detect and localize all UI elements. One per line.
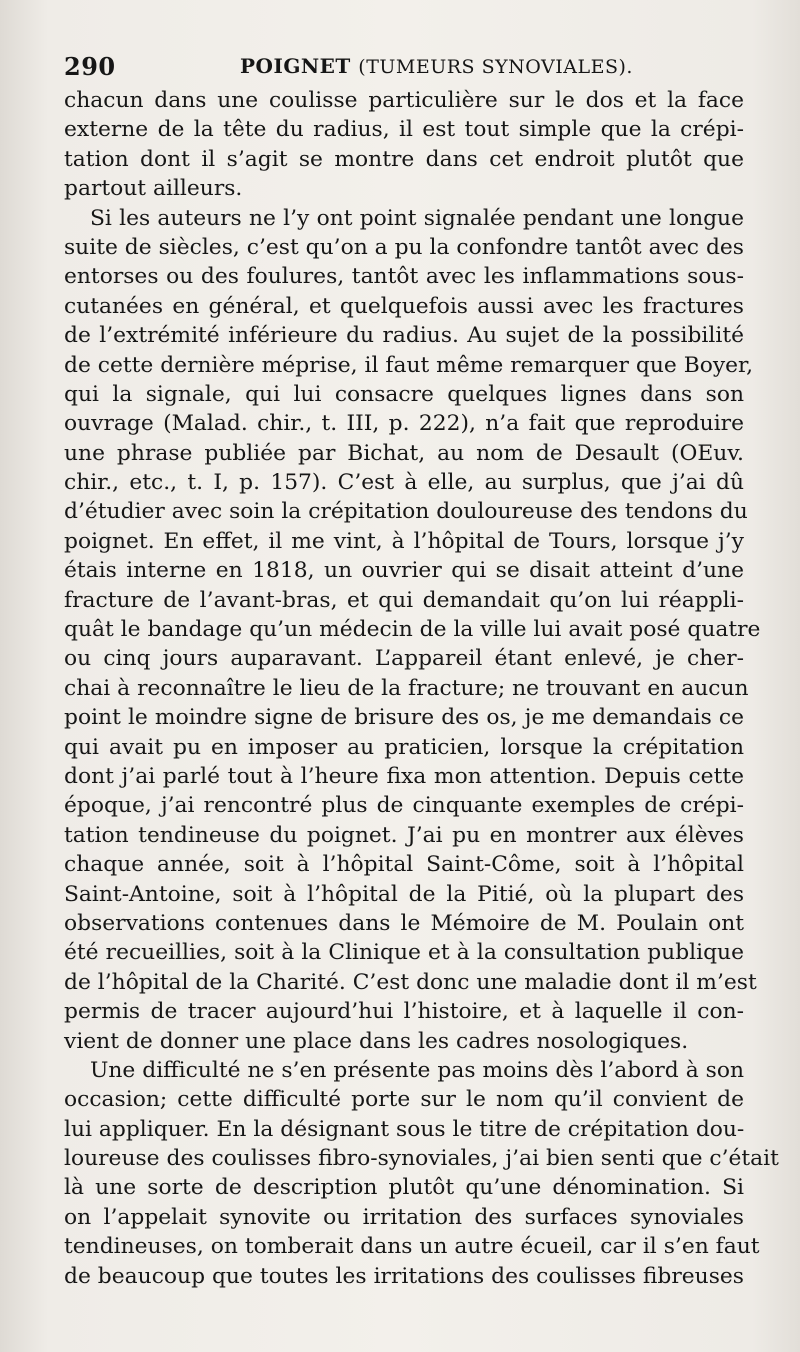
text-line: été recueillies, soit à la Clinique et à la consultation publique <box>64 940 744 966</box>
text-line: partout ailleurs. <box>64 176 243 202</box>
text-line: chacun dans une coulisse particulière sur le dos et la face <box>64 88 744 113</box>
running-title-main: POIGNET <box>240 54 351 78</box>
text-line: de beaucoup que toutes les irritations des coulisses fibreuses <box>64 1263 744 1289</box>
text-line: cutanées en général, et quelquefois aussi avec les fractures <box>64 293 744 319</box>
text-line: ouvrage (Malad. chir., t. III, p. 222), n’a fait que reproduire <box>64 411 744 437</box>
text-line: observations contenues dans le Mémoire de M. Poulain ont <box>64 910 744 936</box>
text-line: de cette dernière méprise, il faut même remarquer que Boyer, <box>64 352 754 378</box>
text-line: ou cinq jours auparavant. L’appareil étant enlevé, je cher- <box>64 646 744 672</box>
running-title <box>240 54 633 78</box>
text-line: une phrase publiée par Bichat, au nom de Desault (OEuv. <box>64 440 744 466</box>
text-line: chir., etc., t. I, p. 157). C’est à elle, au surplus, que j’ai dû <box>64 470 744 496</box>
text-line: occasion; cette difficulté porte sur le nom qu’il convient de <box>64 1087 744 1113</box>
text-line: loureuse des coulisses fibro-synoviales, j’ai bien senti que c’était <box>64 1146 779 1172</box>
text-line: lui appliquer. En la désignant sous le titre de crépitation dou- <box>64 1116 745 1142</box>
text-line: Une difficulté ne s’en présente pas moins dès l’abord à son <box>90 1057 744 1083</box>
text-line: Saint-Antoine, soit à l’hôpital de la Pitié, où la plupart des <box>64 881 744 907</box>
text-line: qui la signale, qui lui consacre quelques lignes dans son <box>64 381 744 407</box>
text-line: externe de la tête du radius, il est tout simple que la crépi- <box>64 117 744 143</box>
text-line: point le moindre signe de brisure des os, je me demandais ce <box>64 705 744 731</box>
text-line: époque, j’ai rencontré plus de cinquante exemples de crépi- <box>64 793 744 819</box>
text-line: chai à reconnaître le lieu de la fracture; ne trouvant en aucun <box>64 675 749 701</box>
text-line: de l’hôpital de la Charité. C’est donc une maladie dont il m’est <box>64 969 757 995</box>
text-line: qui avait pu en imposer au praticien, lorsque la crépitation <box>64 734 744 760</box>
page-number: 290 <box>64 52 116 81</box>
text-line: tation tendineuse du poignet. J’ai pu en montrer aux élèves <box>64 822 744 848</box>
text-line: quât le bandage qu’un médecin de la ville lui avait posé quatre <box>64 617 761 643</box>
running-header <box>64 52 744 86</box>
text-line: étais interne en 1818, un ouvrier qui se disait atteint d’une <box>64 558 744 584</box>
text-line: Si les auteurs ne l’y ont point signalée pendant une longue <box>90 205 744 231</box>
text-line: là une sorte de description plutôt qu’une dénomination. Si <box>64 1175 744 1201</box>
text-line: de l’extrémité inférieure du radius. Au sujet de la possibilité <box>64 323 744 349</box>
text-line: tendineuses, on tomberait dans un autre écueil, car il s’en faut <box>64 1234 760 1260</box>
text-line: entorses ou des foulures, tantôt avec les inflammations sous- <box>64 264 744 290</box>
text-line: vient de donner une place dans les cadres nosologiques. <box>64 1028 689 1054</box>
text-line: on l’appelait synovite ou irritation des surfaces synoviales <box>64 1204 744 1230</box>
text-line: permis de tracer aujourd’hui l’histoire, et à laquelle il con- <box>64 999 744 1025</box>
text-line: suite de siècles, c’est qu’on a pu la confondre tantôt avec des <box>64 234 744 260</box>
text-line: chaque année, soit à l’hôpital Saint-Côme, soit à l’hôpital <box>64 852 744 878</box>
text-line: fracture de l’avant-bras, et qui demandait qu’on lui réappli- <box>64 587 744 613</box>
text-line: dont j’ai parlé tout à l’heure fixa mon attention. Depuis cette <box>64 763 744 789</box>
text-line: poignet. En effet, il me vint, à l’hôpital de Tours, lorsque j’y <box>64 528 744 554</box>
running-title-sub: (TUMEURS SYNOVIALES). <box>358 56 633 78</box>
body-text <box>64 86 779 1291</box>
text-line: d’étudier avec soin la crépitation douloureuse des tendons du <box>64 499 748 525</box>
text-line: tation dont il s’agit se montre dans cet endroit plutôt que <box>64 146 744 172</box>
